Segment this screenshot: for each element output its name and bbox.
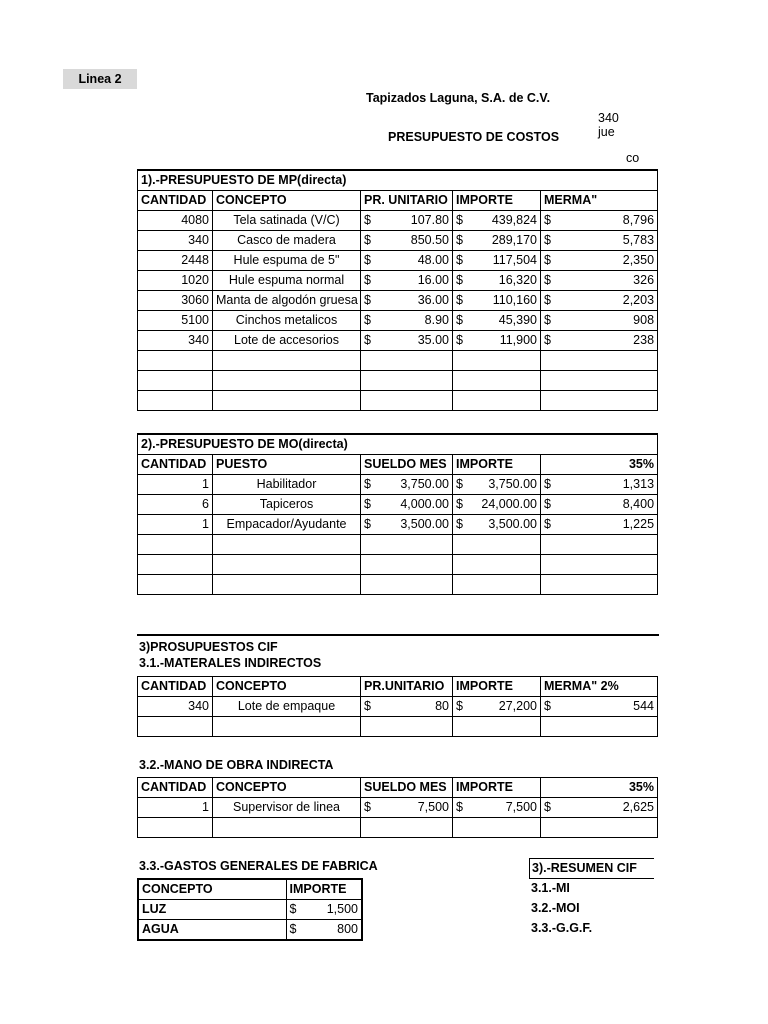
- cell[interactable]: [361, 231, 453, 251]
- cell[interactable]: [453, 535, 541, 555]
- cell[interactable]: Tapiceros: [213, 495, 361, 515]
- company-name: Tapizados Laguna, S.A. de C.V.: [366, 91, 551, 105]
- currency-symbol: $: [364, 800, 371, 814]
- col-header: CANTIDAD: [138, 677, 213, 697]
- cell[interactable]: [541, 371, 658, 391]
- cell[interactable]: [361, 351, 453, 371]
- cell-value: 110,160: [492, 293, 537, 307]
- resumen-item: 3.2.-MOI: [531, 901, 580, 915]
- sheet-tab-label[interactable]: Linea 2: [63, 69, 137, 89]
- cell[interactable]: [213, 717, 361, 737]
- moi-table: [137, 777, 658, 838]
- cell[interactable]: [361, 291, 453, 311]
- cell-value: 289,170: [491, 233, 537, 247]
- cell[interactable]: [541, 211, 658, 231]
- cell[interactable]: [453, 575, 541, 595]
- cell[interactable]: [541, 391, 658, 411]
- currency-symbol: $: [364, 213, 371, 227]
- document-title: PRESUPUESTO DE COSTOS: [388, 130, 560, 144]
- cell[interactable]: [541, 495, 658, 515]
- cell[interactable]: Tela satinada (V/C): [213, 211, 361, 231]
- currency-symbol: $: [289, 922, 297, 936]
- currency-symbol: $: [364, 313, 371, 327]
- table-row: [138, 717, 658, 737]
- currency-symbol: $: [364, 517, 371, 531]
- cell[interactable]: [361, 697, 453, 717]
- moi-title: 3.2.-MANO DE OBRA INDIRECTA: [139, 758, 334, 772]
- cell[interactable]: [541, 515, 658, 535]
- mp-title: 1).-PRESUPUESTO DE MP(directa): [138, 170, 658, 191]
- cell[interactable]: [138, 535, 213, 555]
- cell[interactable]: [361, 535, 453, 555]
- currency-symbol: $: [364, 293, 371, 307]
- currency-symbol: $: [456, 333, 463, 347]
- table-row: [138, 351, 658, 371]
- currency-symbol: $: [544, 497, 551, 511]
- col-header: CANTIDAD: [138, 778, 213, 798]
- cell[interactable]: [361, 818, 453, 838]
- cell[interactable]: 4080: [138, 211, 213, 231]
- currency-symbol: $: [289, 902, 297, 916]
- currency-symbol: $: [544, 293, 551, 307]
- cell[interactable]: [286, 900, 362, 920]
- table-row: [138, 231, 658, 251]
- cell[interactable]: [138, 717, 213, 737]
- table-row: [138, 535, 658, 555]
- cell-value: 800: [337, 922, 358, 936]
- cell[interactable]: 340: [138, 331, 213, 351]
- cell[interactable]: Manta de algodón gruesa: [213, 291, 361, 311]
- currency-symbol: $: [544, 213, 551, 227]
- col-header: CONCEPTO: [213, 778, 361, 798]
- currency-symbol: $: [364, 699, 371, 713]
- currency-symbol: $: [456, 293, 463, 307]
- cell-value: 36.00: [417, 293, 449, 307]
- cell[interactable]: [138, 371, 213, 391]
- cell[interactable]: [453, 555, 541, 575]
- col-header: IMPORTE: [453, 455, 541, 475]
- cif-title: 3)PROSUPUESTOS CIF: [137, 634, 659, 658]
- cell[interactable]: [453, 697, 541, 717]
- cell[interactable]: [361, 575, 453, 595]
- cell-value: 7,500: [417, 800, 449, 814]
- currency-symbol: $: [544, 800, 551, 814]
- currency-symbol: $: [544, 233, 551, 247]
- col-header: IMPORTE: [286, 879, 362, 900]
- cell-value: 8.90: [424, 313, 449, 327]
- cell-value: 1,313: [622, 477, 655, 491]
- cell[interactable]: [453, 311, 541, 331]
- table-row: [138, 575, 658, 595]
- col-header: MERMA": [541, 191, 658, 211]
- cell[interactable]: [541, 575, 658, 595]
- cell[interactable]: [453, 211, 541, 231]
- table-row: [138, 697, 658, 717]
- cell-value: 11,900: [499, 333, 537, 347]
- mp-table: [137, 169, 658, 411]
- currency-symbol: $: [456, 253, 463, 267]
- currency-symbol: $: [456, 477, 463, 491]
- cell[interactable]: [453, 798, 541, 818]
- cell-value: 1,225: [622, 517, 655, 531]
- ggf-table: [137, 878, 363, 941]
- cell-value: 238: [633, 333, 655, 347]
- table-row: [138, 251, 658, 271]
- cell-value: 107.80: [410, 213, 449, 227]
- cell[interactable]: [138, 575, 213, 595]
- cell-value: 3,750.00: [488, 477, 537, 491]
- cell[interactable]: Habilitador: [213, 475, 361, 495]
- col-header: PUESTO: [213, 455, 361, 475]
- header-cut-text: co: [626, 151, 640, 165]
- cell[interactable]: [213, 351, 361, 371]
- cell-value: 2,625: [622, 800, 654, 814]
- cell-value: 5,783: [622, 233, 655, 247]
- cell[interactable]: [361, 211, 453, 231]
- cell[interactable]: [541, 818, 658, 838]
- cell[interactable]: [453, 231, 541, 251]
- cell[interactable]: [541, 331, 658, 351]
- cell[interactable]: [286, 920, 362, 941]
- cell[interactable]: [213, 391, 361, 411]
- col-header: IMPORTE: [453, 677, 541, 697]
- cell-value: 48.00: [417, 253, 449, 267]
- col-header: CONCEPTO: [138, 879, 286, 900]
- cell[interactable]: [541, 231, 658, 251]
- cell[interactable]: 340: [138, 231, 213, 251]
- table-row: [138, 391, 658, 411]
- currency-symbol: $: [544, 313, 551, 327]
- cell[interactable]: [541, 351, 658, 371]
- currency-symbol: $: [456, 800, 463, 814]
- cell[interactable]: 1: [138, 798, 213, 818]
- cell[interactable]: Cinchos metalicos: [213, 311, 361, 331]
- cell-value: 2,350: [622, 253, 655, 267]
- cell[interactable]: [453, 351, 541, 371]
- cell[interactable]: [541, 271, 658, 291]
- cell[interactable]: [138, 818, 213, 838]
- cell[interactable]: [453, 391, 541, 411]
- cell[interactable]: Lote de empaque: [213, 697, 361, 717]
- currency-symbol: $: [456, 699, 463, 713]
- cell[interactable]: [453, 515, 541, 535]
- currency-symbol: $: [544, 253, 551, 267]
- currency-symbol: $: [364, 477, 371, 491]
- cell-value: 117,504: [492, 253, 537, 267]
- cell[interactable]: [138, 391, 213, 411]
- cell[interactable]: 5100: [138, 311, 213, 331]
- cell[interactable]: [361, 495, 453, 515]
- cell-value: 24,000.00: [481, 497, 537, 511]
- currency-symbol: $: [456, 233, 463, 247]
- cell[interactable]: Casco de madera: [213, 231, 361, 251]
- cell[interactable]: [453, 818, 541, 838]
- cell[interactable]: [361, 391, 453, 411]
- cell[interactable]: [453, 331, 541, 351]
- cell[interactable]: [541, 555, 658, 575]
- table-row: [138, 900, 362, 920]
- currency-symbol: $: [456, 313, 463, 327]
- cell[interactable]: 1: [138, 475, 213, 495]
- currency-symbol: $: [364, 253, 371, 267]
- cell-value: 850.50: [410, 233, 449, 247]
- cell-value: 3,500.00: [400, 517, 449, 531]
- col-header: 35%: [541, 778, 658, 798]
- table-row: [138, 818, 658, 838]
- cell-value: 45,390: [498, 313, 537, 327]
- cell-value: 326: [633, 273, 655, 287]
- col-header: MERMA" 2%: [541, 677, 658, 697]
- table-row: [138, 211, 658, 231]
- cell[interactable]: Hule espuma normal: [213, 271, 361, 291]
- cell[interactable]: [213, 535, 361, 555]
- cell[interactable]: [361, 717, 453, 737]
- cell-value: 3,500.00: [488, 517, 537, 531]
- cell-value: 8,796: [622, 213, 655, 227]
- currency-symbol: $: [456, 517, 463, 531]
- col-header: PR.UNITARIO: [361, 677, 453, 697]
- cell[interactable]: [453, 371, 541, 391]
- cell-value: 16,320: [498, 273, 537, 287]
- table-row: [138, 291, 658, 311]
- cell[interactable]: 3060: [138, 291, 213, 311]
- currency-symbol: $: [544, 273, 551, 287]
- ggf-title: 3.3.-GASTOS GENERALES DE FABRICA: [139, 859, 378, 873]
- cell[interactable]: [213, 575, 361, 595]
- cell[interactable]: [541, 717, 658, 737]
- mo-title: 2).-PRESUPUESTO DE MO(directa): [138, 434, 658, 455]
- currency-symbol: $: [364, 273, 371, 287]
- table-row: [138, 798, 658, 818]
- cell[interactable]: [541, 798, 658, 818]
- table-row: [138, 495, 658, 515]
- cell[interactable]: [453, 291, 541, 311]
- cell-value: 35.00: [417, 333, 449, 347]
- currency-symbol: $: [544, 477, 551, 491]
- cell[interactable]: [453, 475, 541, 495]
- currency-symbol: $: [544, 333, 551, 347]
- cell[interactable]: [138, 555, 213, 575]
- cell[interactable]: Lote de accesorios: [213, 331, 361, 351]
- cell[interactable]: Supervisor de linea: [213, 798, 361, 818]
- cell[interactable]: 1: [138, 515, 213, 535]
- cell[interactable]: [361, 555, 453, 575]
- cell[interactable]: 2448: [138, 251, 213, 271]
- table-row: [138, 271, 658, 291]
- col-header: 35%: [541, 455, 658, 475]
- cell[interactable]: Hule espuma de 5": [213, 251, 361, 271]
- currency-symbol: $: [544, 517, 551, 531]
- cell[interactable]: [213, 371, 361, 391]
- table-row: [138, 920, 362, 941]
- cell-value: 3,750.00: [400, 477, 449, 491]
- cell[interactable]: [541, 697, 658, 717]
- cell[interactable]: [453, 717, 541, 737]
- col-header: SUELDO MES: [361, 455, 453, 475]
- cell[interactable]: [361, 331, 453, 351]
- cell[interactable]: [361, 371, 453, 391]
- resumen-cif-title: 3).-RESUMEN CIF: [529, 858, 654, 879]
- currency-symbol: $: [364, 497, 371, 511]
- cell-value: 7,500: [505, 800, 537, 814]
- col-header: IMPORTE: [453, 191, 541, 211]
- mi-title: 3.1.-MATERALES INDIRECTOS: [139, 656, 322, 670]
- col-header: PR. UNITARIO: [361, 191, 453, 211]
- cell[interactable]: 6: [138, 495, 213, 515]
- cell[interactable]: [361, 311, 453, 331]
- cell-value: 27,200: [498, 699, 537, 713]
- resumen-item: 3.1.-MI: [531, 881, 570, 895]
- col-header: CONCEPTO: [213, 677, 361, 697]
- cell[interactable]: 340: [138, 697, 213, 717]
- cell[interactable]: 1020: [138, 271, 213, 291]
- cell[interactable]: [361, 251, 453, 271]
- cell[interactable]: [541, 251, 658, 271]
- table-row: [138, 555, 658, 575]
- subtitle-right: 340 jue: [598, 111, 619, 139]
- cell[interactable]: AGUA: [138, 920, 286, 941]
- cell[interactable]: [541, 475, 658, 495]
- table-row: [138, 311, 658, 331]
- cell[interactable]: [453, 495, 541, 515]
- table-row: [138, 475, 658, 495]
- currency-symbol: $: [364, 233, 371, 247]
- cell-value: 439,824: [491, 213, 537, 227]
- table-row: [138, 515, 658, 535]
- cell[interactable]: [361, 475, 453, 495]
- col-header: CANTIDAD: [138, 191, 213, 211]
- cell-value: 544: [633, 699, 654, 713]
- cell[interactable]: [361, 271, 453, 291]
- cell-value: 2,203: [622, 293, 655, 307]
- cell[interactable]: [138, 351, 213, 371]
- cell-value: 8,400: [622, 497, 655, 511]
- col-header: SUELDO MES: [361, 778, 453, 798]
- cell-value: 80: [435, 699, 449, 713]
- currency-symbol: $: [544, 699, 551, 713]
- cell[interactable]: LUZ: [138, 900, 286, 920]
- cell[interactable]: [213, 555, 361, 575]
- currency-symbol: $: [456, 497, 463, 511]
- cell[interactable]: [361, 798, 453, 818]
- cell[interactable]: [541, 535, 658, 555]
- currency-symbol: $: [364, 333, 371, 347]
- cell[interactable]: Empacador/Ayudante: [213, 515, 361, 535]
- mi-table: [137, 676, 658, 737]
- currency-symbol: $: [456, 273, 463, 287]
- resumen-item: 3.3.-G.G.F.: [531, 921, 593, 935]
- cell-value: 16.00: [417, 273, 449, 287]
- cell-value: 908: [633, 313, 655, 327]
- cell[interactable]: [213, 818, 361, 838]
- cell[interactable]: [453, 251, 541, 271]
- cell-value: 1,500: [326, 902, 358, 916]
- cell-value: 4,000.00: [400, 497, 449, 511]
- mo-table: [137, 433, 658, 595]
- col-header: CANTIDAD: [138, 455, 213, 475]
- cell[interactable]: [453, 271, 541, 291]
- currency-symbol: $: [456, 213, 463, 227]
- cell[interactable]: [541, 291, 658, 311]
- col-header: CONCEPTO: [213, 191, 361, 211]
- table-row: [138, 371, 658, 391]
- cell[interactable]: [361, 515, 453, 535]
- table-row: [138, 331, 658, 351]
- cell[interactable]: [541, 311, 658, 331]
- col-header: IMPORTE: [453, 778, 541, 798]
